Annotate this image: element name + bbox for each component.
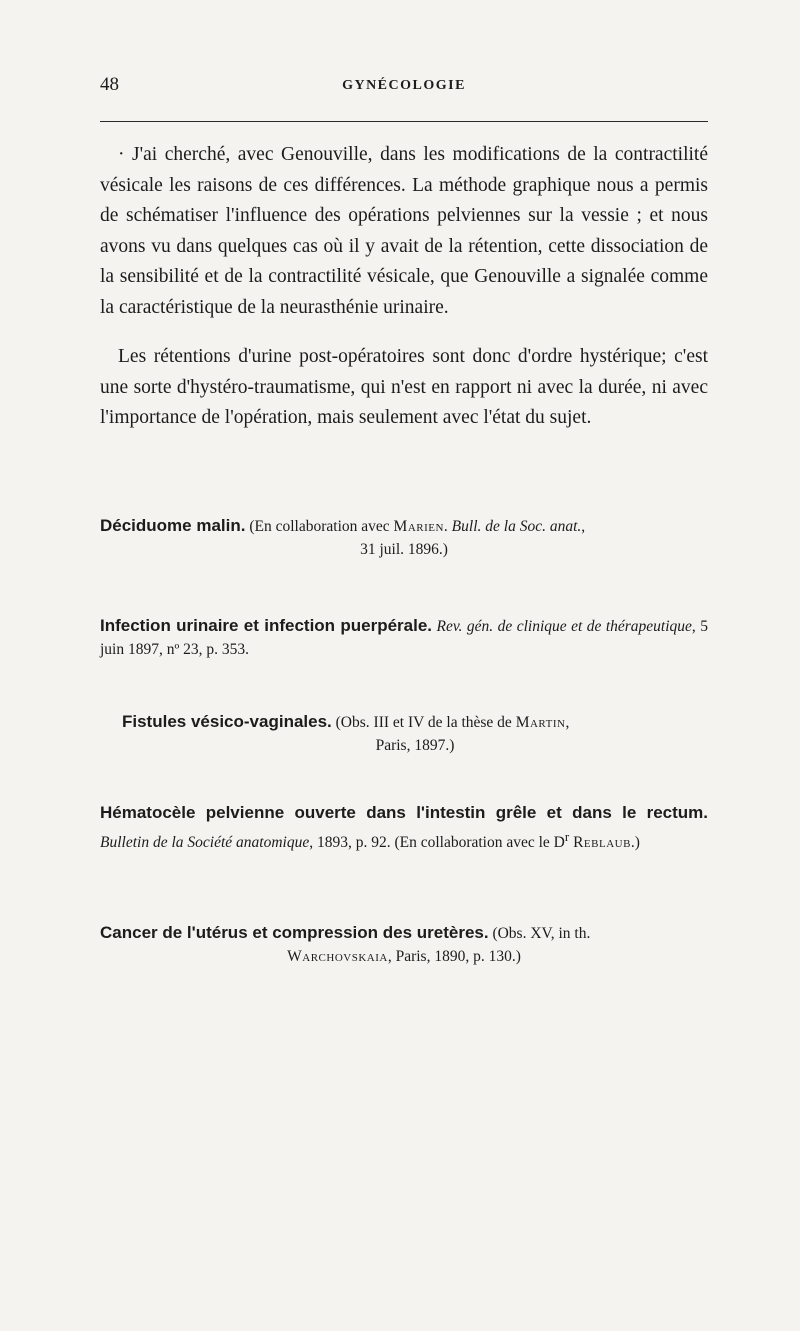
entry-title: Déciduome malin. [100, 516, 246, 535]
page-header [100, 74, 708, 102]
entry-author: Martin [515, 714, 566, 731]
entry-text: , [565, 714, 570, 731]
running-title: GYNÉCOLOGIE [342, 78, 466, 93]
entry-superscript: r [564, 829, 570, 844]
entry-title: Fistules vésico-vaginales. [122, 712, 332, 731]
paragraph-2-block [100, 342, 708, 434]
bibliography-entry [100, 614, 708, 661]
entry-date-line: 31 juil. 1896.) [360, 541, 448, 558]
entry-text: , 5 juin 1897, nº 23, p. 353. [100, 618, 709, 658]
body-paragraph: Les rétentions d'urine post-opératoires sont donc d'ordre hystérique; c'est une sorte d'hystéro-traumatisme, qui n'est en rapport ni avec la durée, ni avec l'importance de l'opération, mais seulement avec l'état du sujet. [100, 346, 708, 428]
page-number: 48 [100, 74, 119, 95]
entry-text: . [443, 518, 452, 535]
entry-author: Reblaub [573, 834, 631, 852]
body-paragraph: · J'ai cherché, avec Genouville, dans les modifications de la contractilité vésicale les raisons de ces différences. La méthode graphique nous a permis de schématiser l'influence des opérations pelviennes sur la vessie ; et nous avons vu dans quelques cas où il y avait de la rétention, cette dissociation de la sensibilité et de la contractilité vésicale, que Genouville a signalée comme la caractéristique de la neurasthénie urinaire. [100, 144, 708, 318]
entry-title: Infection urinaire et infection puerpérale. [100, 616, 433, 635]
bibliography-entry [100, 801, 708, 854]
entry-text: , 1893, p. 92. (En collaboration avec le D [309, 834, 565, 852]
entry-text: (Obs. XV, in th. [488, 925, 591, 942]
paragraph-1-block [100, 140, 708, 323]
entry-date-line: Paris, 1897.) [375, 737, 455, 754]
entry-text: , Paris, 1890, p. 130.) [387, 948, 521, 965]
entry-title: Cancer de l'utérus et compression des uretères. [100, 923, 489, 942]
entry-author: Marien [393, 518, 444, 535]
header-rule [100, 121, 708, 122]
entry-journal: Rev. gén. de clinique et de thérapeutique [436, 618, 692, 635]
entry-title: Hématocèle pelvienne ouverte dans l'intestin grêle et dans le rectum. [100, 803, 708, 822]
bibliography-entry [100, 710, 708, 757]
bibliography-entry [100, 921, 708, 968]
entry-author: Warchovskaia [287, 948, 388, 965]
bibliography-entry [100, 514, 708, 561]
entry-text: (En collaboration avec [245, 518, 394, 535]
entry-text: , [581, 518, 586, 535]
entry-text: (Obs. III et IV de la thèse de [331, 714, 516, 731]
entry-journal: Bull. de la Soc. anat. [451, 518, 582, 535]
entry-journal: Bulletin de la Société anatomique [100, 834, 310, 852]
entry-text: .) [630, 834, 640, 852]
